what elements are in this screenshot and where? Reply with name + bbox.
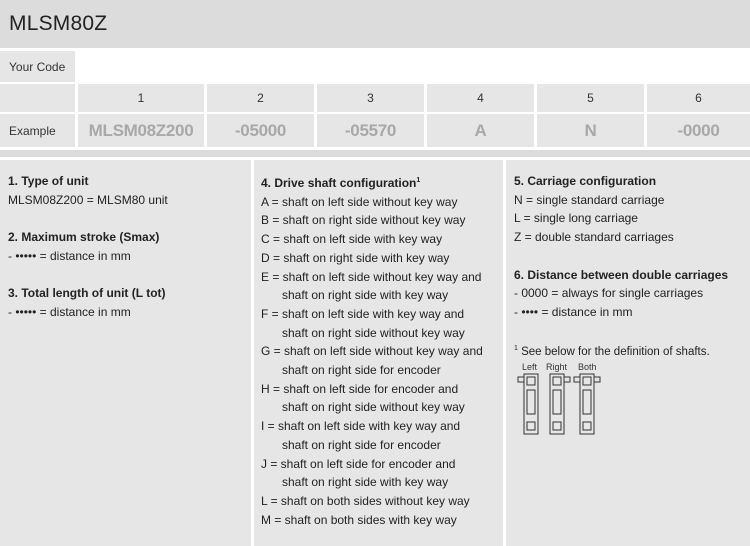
example-value: -05570 bbox=[344, 120, 397, 140]
drive-shaft-heading-text: 4. Drive shaft configuration bbox=[261, 176, 417, 190]
drive-shaft-option: G = shaft on left side without key way and bbox=[261, 344, 483, 359]
example-cell-2 bbox=[207, 114, 314, 147]
your-code-field-2[interactable] bbox=[207, 51, 314, 82]
position-number: 1 bbox=[137, 91, 145, 105]
drive-shaft-option: I = shaft on left side with key way and bbox=[261, 419, 461, 434]
position-number: 6 bbox=[695, 91, 702, 105]
example-cell-1 bbox=[78, 114, 204, 147]
max-stroke-line: - ••••• = distance in mm bbox=[8, 248, 131, 263]
section-heading-carriage: 5. Carriage configuration bbox=[514, 174, 657, 188]
drive-shaft-option: B = shaft on right side without key way bbox=[261, 213, 466, 228]
number-cell-6 bbox=[647, 84, 750, 112]
section-heading-total-length: 3. Total length of unit (L tot) bbox=[8, 286, 166, 301]
example-value: -05000 bbox=[234, 120, 287, 140]
shaft-diagram bbox=[516, 360, 626, 440]
shaft-icon-right bbox=[550, 374, 570, 434]
position-number: 5 bbox=[587, 91, 594, 105]
number-cell-5 bbox=[537, 84, 644, 112]
column-drive-shaft bbox=[254, 160, 503, 546]
shaft-label-right: Right bbox=[546, 362, 568, 372]
example-label: Example bbox=[9, 123, 56, 138]
drive-shaft-option: E = shaft on left side without key way and bbox=[261, 269, 482, 284]
shaft-label-both: Both bbox=[578, 362, 597, 372]
drive-shaft-option: F = shaft on left side with key way and bbox=[261, 306, 465, 321]
drive-shaft-option: M = shaft on both sides with key way bbox=[261, 512, 457, 527]
example-cell-5 bbox=[537, 114, 644, 147]
drive-shaft-option: C = shaft on left side with key way bbox=[261, 232, 443, 247]
your-code-label: Your Code bbox=[9, 59, 66, 74]
carriage-option: Z = double standard carriages bbox=[514, 230, 674, 245]
separator-band bbox=[0, 150, 750, 157]
type-of-unit-line: MLSM08Z200 = MLSM80 unit bbox=[8, 192, 168, 207]
drive-shaft-footnote-mark: 1 bbox=[416, 177, 421, 184]
number-row-blank bbox=[0, 84, 75, 112]
shaft-icon-both bbox=[574, 374, 600, 434]
page-title: MLSM80Z bbox=[9, 12, 108, 35]
shaft-label-left: Left bbox=[522, 362, 538, 372]
distance-option: - 0000 = always for single carriages bbox=[514, 286, 704, 301]
carriage-option: N = single standard carriage bbox=[514, 192, 665, 207]
example-cell-6 bbox=[647, 114, 750, 147]
total-length-line: - ••••• = distance in mm bbox=[8, 304, 131, 319]
position-number: 3 bbox=[367, 91, 374, 105]
example-value: MLSM08Z200 bbox=[88, 120, 194, 140]
section-heading-distance: 6. Distance between double carriages bbox=[514, 267, 729, 282]
drive-shaft-option-continued: shaft on right side with key way bbox=[282, 288, 449, 303]
drive-shaft-option: D = shaft on right side with key way bbox=[261, 250, 450, 265]
example-row bbox=[0, 114, 750, 147]
drive-shaft-option-continued: shaft on right side without key way bbox=[282, 400, 465, 415]
your-code-row bbox=[0, 51, 750, 82]
your-code-field-5[interactable] bbox=[537, 51, 644, 82]
section-heading-drive-shaft bbox=[261, 172, 499, 193]
drive-shaft-option: L = shaft on both sides without key way bbox=[261, 493, 470, 508]
position-number: 2 bbox=[257, 91, 264, 105]
title-bar bbox=[0, 0, 750, 48]
example-value: A bbox=[474, 120, 487, 140]
column-carriage-distance bbox=[506, 160, 750, 546]
number-cell-3 bbox=[317, 84, 424, 112]
your-code-field-4[interactable] bbox=[427, 51, 534, 82]
example-cell-3 bbox=[317, 114, 424, 147]
example-cell-4 bbox=[427, 114, 534, 147]
number-cell-2 bbox=[207, 84, 314, 112]
drive-shaft-option: A = shaft on left side without key way bbox=[261, 194, 458, 209]
footnote-text: See below for the definition of shafts. bbox=[517, 346, 710, 359]
position-number: 4 bbox=[477, 91, 484, 105]
drive-shaft-option-continued: shaft on right side for encoder bbox=[282, 437, 441, 452]
example-value: -0000 bbox=[677, 120, 720, 140]
footnote-mark: 1 bbox=[514, 345, 518, 353]
distance-option: - •••• = distance in mm bbox=[514, 304, 633, 319]
your-code-field-6[interactable] bbox=[647, 51, 750, 82]
example-value: N bbox=[584, 120, 597, 140]
drive-shaft-option-continued: shaft on right side for encoder bbox=[282, 363, 441, 378]
your-code-field-1[interactable] bbox=[78, 51, 204, 82]
section-heading-max-stroke: 2. Maximum stroke (Smax) bbox=[8, 230, 160, 245]
number-cell-1 bbox=[78, 84, 204, 112]
position-number-row bbox=[0, 84, 750, 112]
drive-shaft-option: H = shaft on left side for encoder and bbox=[261, 381, 459, 396]
section-heading-type-of-unit: 1. Type of unit bbox=[8, 174, 89, 188]
carriage-option: L = single long carriage bbox=[514, 211, 638, 226]
example-label-cell bbox=[0, 114, 75, 147]
shaft-icon-left bbox=[518, 374, 538, 434]
shaft-footnote bbox=[514, 340, 746, 362]
your-code-field-3[interactable] bbox=[317, 51, 424, 82]
column-unit-stroke-length bbox=[0, 160, 251, 546]
drive-shaft-option-continued: shaft on right side without key way bbox=[282, 325, 465, 340]
your-code-label-cell bbox=[0, 51, 75, 82]
number-cell-4 bbox=[427, 84, 534, 112]
drive-shaft-option-continued: shaft on right side with key way bbox=[282, 475, 449, 490]
drive-shaft-option: J = shaft on left side for encoder and bbox=[261, 456, 456, 471]
